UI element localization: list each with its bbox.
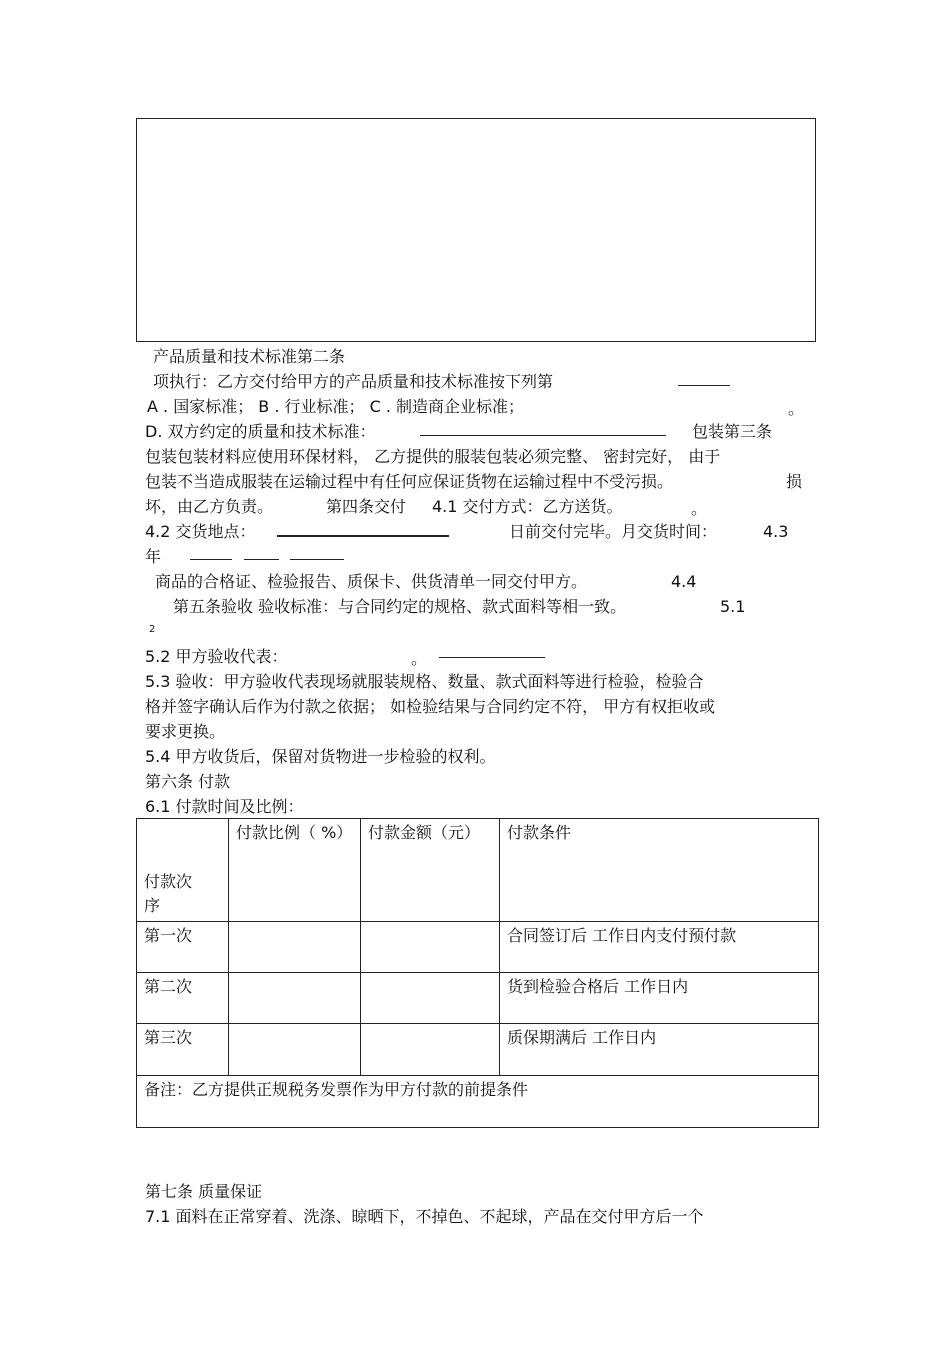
fill-blank-inspection-representative[interactable] (439, 657, 545, 658)
row-amount[interactable] (361, 1024, 500, 1076)
row-amount[interactable] (361, 922, 500, 973)
section2-line2: 项执行：乙方交付给甲方的产品质量和技术标准按下列第 (153, 372, 554, 391)
row-condition: 质保期满后 工作日内 (500, 1024, 819, 1076)
header-order-line1: 付款次 (144, 872, 193, 891)
row-ratio[interactable] (229, 1024, 361, 1076)
year-label: 年 (145, 547, 162, 566)
clause-4-4-number: 4.4 (671, 572, 697, 591)
section5-line: 第五条验收 验收标准：与合同约定的规格、款式面料等相一致。 (173, 597, 627, 616)
small-footnote-mark: 2 (149, 624, 156, 635)
table-row (137, 1024, 819, 1076)
header-condition: 付款条件 (500, 819, 819, 922)
row-ratio[interactable] (229, 973, 361, 1024)
table-row (137, 922, 819, 973)
clause-5-2-dot: 。 (411, 649, 428, 668)
section2-line1: 产品质量和技术标准第二条 (153, 347, 346, 366)
clause-4-2-tail: 日前交付完毕。月交货时间： (509, 522, 718, 541)
section3-line1: 包装包装材料应使用环保材料， 乙方提供的服装包装必须完整、 密封完好， 由于 (145, 447, 721, 466)
header-ratio: 付款比例（ %） (229, 819, 361, 922)
blank-frame (136, 118, 816, 342)
section2-options: A . 国家标准； B . 行业标准； C . 制造商企业标准； (147, 397, 525, 416)
section2-option-d: D. 双方约定的质量和技术标准： (145, 422, 376, 441)
table-note-row (137, 1076, 819, 1128)
fill-blank-year[interactable] (190, 559, 232, 560)
section7-heading: 第七条 质量保证 (145, 1182, 263, 1201)
row-amount[interactable] (361, 973, 500, 1024)
clause-4-3-text: 商品的合格证、检验报告、质保卡、供货清单一同交付甲方。 (155, 572, 588, 591)
fill-blank-standard-item[interactable] (678, 385, 730, 386)
fill-blank-agreed-standard[interactable] (420, 435, 666, 436)
clause-4-3-number: 4.3 (763, 522, 789, 541)
clause-5-4: 5.4 甲方收货后，保留对货物进一步检验的权利。 (145, 747, 496, 766)
row-condition: 货到检验合格后 工作日内 (500, 973, 819, 1024)
row-order: 第一次 (137, 922, 229, 973)
section2-options-end: 。 (788, 399, 805, 418)
header-order-line2: 序 (144, 896, 161, 915)
clause-5-3-line2: 格并签字确认后作为付款之依据； 如检验结果与合同约定不符， 甲方有权拒收或 (145, 697, 716, 716)
row-ratio[interactable] (229, 922, 361, 973)
clause-5-3-line1: 5.3 验收：甲方验收代表现场就服装规格、数量、款式面料等进行检验，检验合 (145, 672, 704, 691)
clause-4-2: 4.2 交货地点： (145, 522, 256, 541)
section3-line2: 包装不当造成服装在运输过程中有任何应保证货物在运输过程中不受污损。 (145, 472, 674, 491)
row-order: 第二次 (137, 973, 229, 1024)
section3-heading: 包装第三条 (692, 422, 773, 441)
table-note: 备注：乙方提供正规税务发票作为甲方付款的前提条件 (137, 1076, 819, 1128)
fill-blank-month[interactable] (244, 559, 279, 560)
section3-line2-end: 损 (786, 472, 803, 491)
clause-5-3-line3: 要求更换。 (145, 722, 226, 741)
row-condition: 合同签订后 工作日内支付预付款 (500, 922, 819, 973)
fill-blank-day[interactable] (290, 559, 344, 560)
section4-heading: 第四条交付 (326, 497, 407, 516)
clause-6-1: 6.1 付款时间及比例： (145, 797, 304, 816)
fill-blank-delivery-place[interactable] (277, 535, 449, 537)
row-order: 第三次 (137, 1024, 229, 1076)
table-row (137, 973, 819, 1024)
clause-4-1: 4.1 交付方式：乙方送货。 (432, 497, 623, 516)
section3-line3: 坏，由乙方负责。 (145, 497, 274, 516)
clause-7-1: 7.1 面料在正常穿着、洗涤、晾晒下，不掉色、不起球，产品在交付甲方后一个 (145, 1207, 704, 1226)
payment-schedule-table (136, 818, 819, 1128)
clause-4-1-end: 。 (691, 499, 708, 518)
section6-heading: 第六条 付款 (145, 772, 231, 791)
clause-5-2: 5.2 甲方验收代表： (145, 647, 288, 666)
header-amount: 付款金额（元） (361, 819, 500, 922)
header-order (137, 819, 229, 922)
clause-5-1-number: 5.1 (720, 597, 746, 616)
table-header-row (137, 819, 819, 922)
